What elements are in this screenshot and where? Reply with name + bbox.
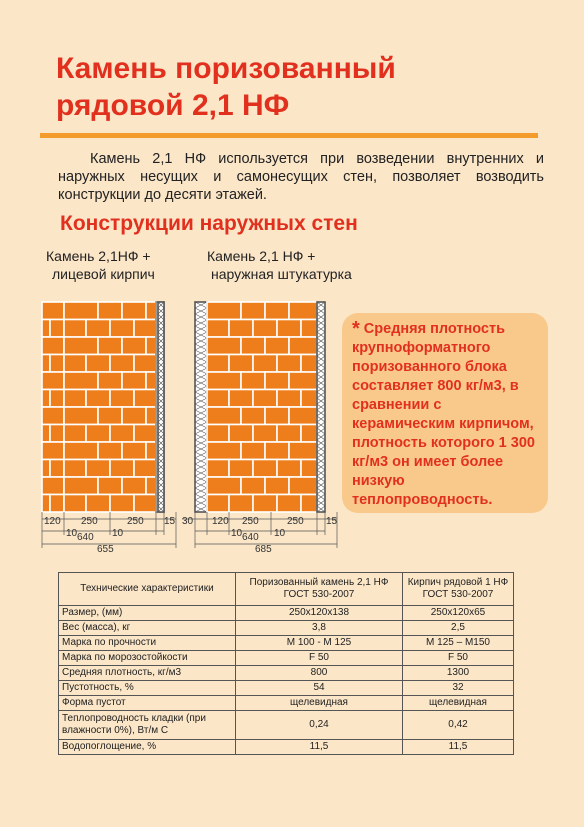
brick [301,320,317,338]
table-cell-value: 11,5 [236,740,403,755]
table-cell-label: Форма пустот [59,696,236,711]
table-cell-value: 1300 [403,666,514,681]
brick [86,425,110,443]
brick [229,320,253,338]
brick [122,407,146,425]
dim-right-d: 250 [287,516,304,527]
table-cell-value: 250x120x138 [236,606,403,621]
brick [146,302,156,320]
brick [277,320,301,338]
brick [207,355,229,373]
brick [42,302,64,320]
dim-left-c: 250 [127,516,144,527]
brick [241,407,265,425]
brick [50,460,64,478]
brick [122,372,146,390]
brick [289,372,317,390]
table-cell-label: Средняя плотность, кг/м3 [59,666,236,681]
table-header-2: Поризованный камень 2,1 НФ ГОСТ 530-2007 [236,573,403,606]
brick [265,442,289,460]
brick [98,337,122,355]
table-row [59,636,514,651]
table-cell-label: Марка по прочности [59,636,236,651]
brick [110,425,134,443]
brick [207,302,241,320]
brick [146,407,156,425]
dim-left-g: 10 [112,528,124,539]
brick [110,460,134,478]
brick [265,337,289,355]
brick [122,477,146,495]
brick [207,442,241,460]
brick [86,355,110,373]
brick [277,425,301,443]
brick [277,355,301,373]
table-header-row [59,573,514,606]
table-cell-value: щелевидная [403,696,514,711]
brick [146,442,156,460]
brick [50,425,64,443]
table-cell-value: 800 [236,666,403,681]
brick [207,460,229,478]
brick [98,442,122,460]
brick [64,407,98,425]
brick [98,477,122,495]
brick [301,390,317,408]
brick [42,355,50,373]
table-cell-value: 54 [236,681,403,696]
brick [64,355,86,373]
dim-right-b: 120 [212,516,229,527]
brick [277,460,301,478]
brick [253,390,277,408]
table-cell-value: 0,24 [236,711,403,740]
table-cell-value: 11,5 [403,740,514,755]
dim-left-f: 640 [77,532,94,543]
brick [42,320,50,338]
table-row [59,621,514,636]
table-cell-value: щелевидная [236,696,403,711]
brick [277,495,301,513]
brick [241,442,265,460]
dim-left-total: 655 [97,544,114,555]
dim-right-total: 685 [255,544,272,555]
brick [265,407,289,425]
table-row [59,711,514,740]
brick [253,460,277,478]
brick [207,337,241,355]
dim-right-h: 10 [274,528,286,539]
brick [207,320,229,338]
brick [134,460,156,478]
table-row [59,696,514,711]
table-cell-value: F 50 [236,651,403,666]
brick [86,495,110,513]
brick [253,320,277,338]
caption-right-line-2: наружная штукатурка [211,266,352,282]
table-cell-value: 0,42 [403,711,514,740]
brick [134,320,156,338]
brick [64,495,86,513]
specs-table [58,572,514,755]
brick [241,477,265,495]
table-row [59,651,514,666]
wall-right-dimensions [182,512,338,555]
table-cell-label: Пустотность, % [59,681,236,696]
brick [207,390,229,408]
brick [134,425,156,443]
brick [253,355,277,373]
brick [241,337,265,355]
brick [110,390,134,408]
brick [277,390,301,408]
brick [64,320,86,338]
brick [50,495,64,513]
wall-left-diagram [42,302,164,512]
brick [253,425,277,443]
note-text: Средняя плотность крупноформатного поризованного блока составляет 800 кг/м3, в сравнении с керамическим кирпичом, плотность которого 1 300 кг/м3 он имеет более низкую теплопроводность. [352,321,535,508]
dim-right-a: 30 [182,516,194,527]
brick [110,495,134,513]
table-header-1: Технические характеристики [59,573,236,606]
brick [86,460,110,478]
brick [289,442,317,460]
brick [301,425,317,443]
brick [110,355,134,373]
wall-left-dimensions [42,512,176,555]
table-cell-label: Водопоглощение, % [59,740,236,755]
brick [86,320,110,338]
brick [301,460,317,478]
brick [42,337,64,355]
brick [64,302,98,320]
brick [146,337,156,355]
brick [64,390,86,408]
brick [146,477,156,495]
table-cell-value: 250x120x65 [403,606,514,621]
brick [253,495,277,513]
brick [265,302,289,320]
title-line-1: Камень поризованный [56,52,396,85]
brick [289,477,317,495]
brick [98,302,122,320]
brick [50,320,64,338]
brick [42,425,50,443]
brick [134,495,156,513]
brick [241,372,265,390]
brick [301,355,317,373]
intro-text: Камень 2,1 НФ используется при возведении внутренних и наружных несущих и самонесущих стен, позволяет возводить конструкции до десяти этажей. [58,151,544,203]
dim-right-g: 640 [242,532,259,543]
table-cell-value: M 125 – M150 [403,636,514,651]
table-cell-label: Теплопроводность кладки (при влажности 0%), Вт/м С [59,711,236,740]
wall-right-diagram [195,302,325,512]
title-line-2: рядовой 2,1 НФ [56,89,290,122]
table-cell-label: Размер, (мм) [59,606,236,621]
brick [50,355,64,373]
insulation-strip-left [158,302,164,512]
brick [229,355,253,373]
dim-left-e: 10 [66,528,78,539]
table-body [59,606,514,755]
note-asterisk: * [352,318,360,340]
caption-left-line-1: Камень 2,1НФ + [46,248,151,264]
brick [241,302,265,320]
brick [50,390,64,408]
brick [229,495,253,513]
brick [42,407,64,425]
note-text-block [352,320,548,510]
section-subtitle: Конструкции наружных стен [60,212,358,235]
brick [64,372,98,390]
brick [207,407,241,425]
brick [122,302,146,320]
brick [134,390,156,408]
table-row [59,681,514,696]
caption-left-line-2: лицевой кирпич [52,266,155,282]
brick [42,495,50,513]
table-cell-value: M 100 - M 125 [236,636,403,651]
caption-right-line-1: Камень 2,1 НФ + [207,248,316,264]
dim-left-b: 250 [81,516,98,527]
brick [289,302,317,320]
dim-right-f: 10 [231,528,243,539]
brick [134,355,156,373]
plaster-strip-inner [317,302,325,512]
table-cell-value: 3,8 [236,621,403,636]
table-cell-value: 32 [403,681,514,696]
brick [42,442,64,460]
brick [64,442,98,460]
table-row [59,740,514,755]
brick [301,495,317,513]
brick [64,460,86,478]
table-header-3: Кирпич рядовой 1 НФ ГОСТ 530-2007 [403,573,514,606]
brick [265,477,289,495]
dim-right-e: 15 [326,516,338,527]
brick [42,477,64,495]
table-row [59,606,514,621]
table-row [59,666,514,681]
brick [146,372,156,390]
table-cell-label: Марка по морозостойкости [59,651,236,666]
brick [110,320,134,338]
brick [207,477,241,495]
table-cell-label: Вес (масса), кг [59,621,236,636]
brick [86,390,110,408]
brick [64,337,98,355]
brick [64,477,98,495]
brick [207,372,241,390]
brick [289,337,317,355]
brick [42,372,64,390]
table-cell-value: 2,5 [403,621,514,636]
brick [265,372,289,390]
brick [42,460,50,478]
brick [229,390,253,408]
brick [64,425,86,443]
brick [289,407,317,425]
brick [98,372,122,390]
brick [42,390,50,408]
brick [98,407,122,425]
brick [122,337,146,355]
plaster-strip-right [195,302,207,512]
brick [122,442,146,460]
table-cell-value: F 50 [403,651,514,666]
dim-right-c: 250 [242,516,259,527]
brick [229,460,253,478]
brick [207,495,229,513]
dim-left-d: 15 [164,516,176,527]
brick [229,425,253,443]
dim-left-a: 120 [44,516,61,527]
brick [207,425,229,443]
